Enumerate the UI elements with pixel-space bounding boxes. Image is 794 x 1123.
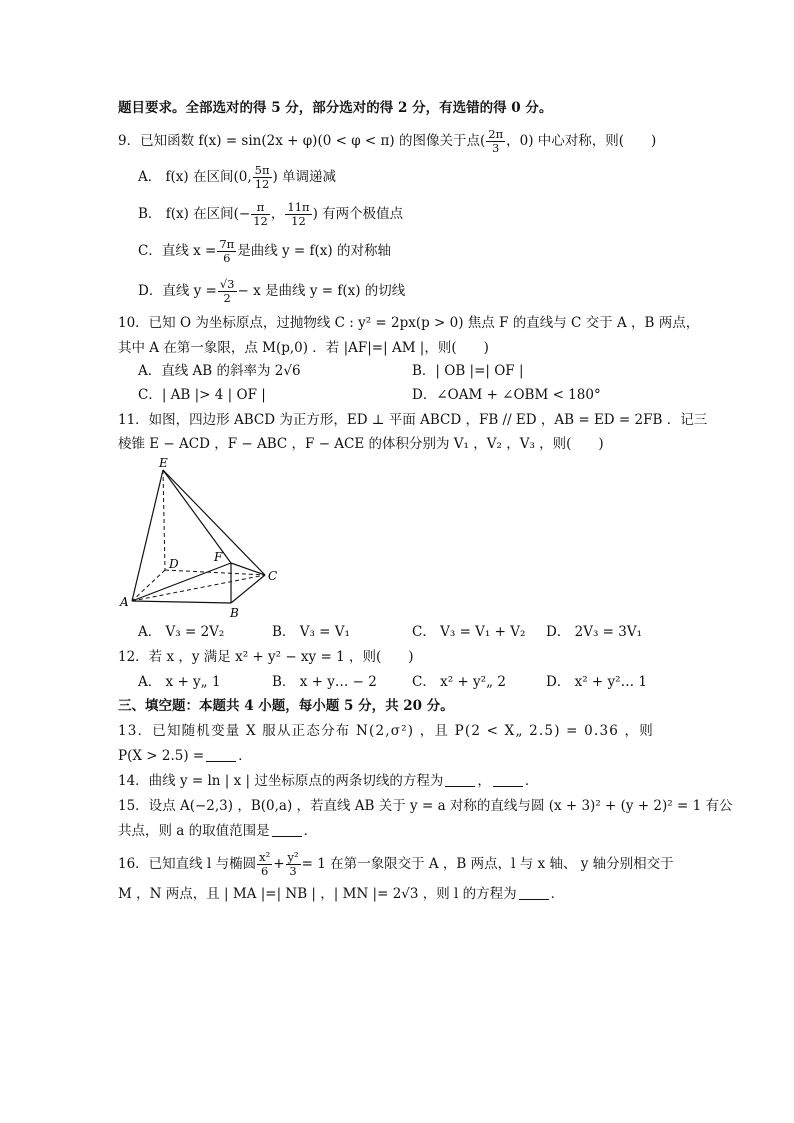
q14-answer-blank-1[interactable] (445, 772, 475, 787)
q11-option-c: C． V₃ = V₁ + V₂ (412, 624, 526, 640)
label-C: C (268, 569, 278, 583)
q11-option-d: D． 2V₃ = 3V₁ (546, 624, 643, 640)
edge-EA (132, 470, 163, 601)
q16-stem-line2: M ，N 两点，且 | MA |=| NB | ，| MN |= 2√3 ，则 l 的方程为 ． (118, 886, 565, 902)
q9-option-c: C．直线 x = $\frac{7\pi}{6}$ 是曲线 y = f(x) 的对称轴 (138, 237, 391, 265)
q12-stem: 12．若 x ，y 满足 x² + y² − xy = 1 ，则( ) (118, 649, 414, 665)
edge-BC (231, 575, 265, 603)
edge-DA-hidden (132, 570, 165, 601)
q14-stem: 14．曲线 y = ln | x | 过坐标原点的两条切线的方程为 ， ． (118, 773, 539, 789)
q10-option-a: A．直线 AB 的斜率为 2√6 (138, 363, 301, 379)
pyramid-figure (118, 455, 288, 620)
q15-stem-line1: 15．设点 A(−2,3) ，B(0,a) ，若直线 AB 关于 y = a 对称的直线与圆 (x + 3)² + (y + 2)² = 1 有公 (118, 798, 733, 814)
label-F: F (214, 550, 223, 564)
q9-stem-post: ，0) 中心对称，则( ) (506, 133, 657, 149)
q9-option-d: D．直线 y = $\frac{√3}{2}$ − x 是曲线 y = f(x) 的切线 (138, 277, 406, 305)
q15-answer-blank[interactable] (272, 822, 302, 837)
label-A: A (120, 595, 129, 609)
label-E: E (159, 456, 168, 470)
q10-stem-line2: 其中 A 在第一象限，点 M(p,0) ．若 |AF|=| AM |，则( ) (118, 340, 489, 356)
q9-stem (118, 128, 656, 155)
q12-option-b: B． x + y… − 2 (272, 674, 377, 690)
edge-AB (132, 601, 231, 603)
q14-answer-blank-2[interactable] (493, 772, 523, 787)
label-D: D (169, 557, 179, 571)
q10-option-c: C．| AB |> 4 | OF | (138, 387, 266, 403)
q9-point-fraction: $\frac{2\pi}{3}$ (488, 127, 504, 155)
q12-option-c: C． x² + y²„ 2 (412, 674, 506, 690)
q10-stem-line1: 10．已知 O 为坐标原点，过抛物线 C : y² = 2px(p > 0) 焦点 F 的直线与 C 交于 A ，B 两点， (118, 315, 700, 331)
q16-stem-line1: 16．已知直线 l 与椭圆 $\frac{\text{x²}}{6}$ + $\frac{\text{y²}}{3}$ = 1 在第一象限交于 A ，B 两点，l 与 x 轴、 y 轴分别相交于 (118, 850, 674, 878)
q9-stem-pre: 9．已知函数 f(x) = sin(2x + φ)(0 < φ < π) 的图像关于点( (118, 133, 486, 149)
q11-option-a: A． V₃ = 2V₂ (138, 624, 225, 640)
q11-option-b: B． V₃ = V₁ (272, 624, 350, 640)
q13-stem-line2: P(X > 2.5) = ． (118, 748, 252, 764)
edge-DC-hidden (165, 570, 265, 575)
q12-option-d: D． x² + y²… 1 (546, 674, 647, 690)
q16-answer-blank[interactable] (519, 885, 549, 900)
q10-option-b: B．| OB |=| OF | (412, 363, 524, 379)
q15-stem-line2: 共点，则 a 的取值范围是 ． (118, 823, 318, 839)
edge-AF (132, 563, 231, 601)
q9-option-b: B． f(x) 在区间(− $\frac{\pi}{12}$ ， $\frac{11\pi}{12}$ ) 有两个极值点 (138, 200, 404, 228)
q11-stem-line2: 棱锥 E − ACD ，F − ABC ，F − ACE 的体积分别为 V₁ ，V₂ ，V₃ ，则( ) (118, 436, 604, 452)
edge-ED-hidden (163, 470, 165, 570)
q9-option-a: A． f(x) 在区间(0, $\frac{5\pi}{12}$ ) 单调递减 (138, 163, 337, 191)
q13-answer-blank[interactable] (206, 747, 236, 762)
edge-AC-hidden (132, 575, 265, 601)
q12-option-a: A． x + y„ 1 (138, 674, 221, 690)
label-B: B (230, 606, 239, 620)
section-3-header: 三、填空题：本题共 4 小题，每小题 5 分，共 20 分。 (118, 698, 454, 714)
q11-stem-line1: 11．如图，四边形 ABCD 为正方形，ED ⊥ 平面 ABCD ，FB // ED ，AB = ED = 2FB ．记三 (118, 412, 708, 428)
q13-stem-line1: 13．已知随机变量 X 服从正态分布 N(2,σ²) ，且 P(2 < X„ 2.5) = 0.36 ，则 (118, 723, 654, 739)
instruction-header: 题目要求。全部选对的得 5 分，部分选对的得 2 分，有选错的得 0 分。 (118, 100, 553, 116)
q10-option-d: D．∠OAM + ∠OBM < 180° (412, 387, 601, 403)
